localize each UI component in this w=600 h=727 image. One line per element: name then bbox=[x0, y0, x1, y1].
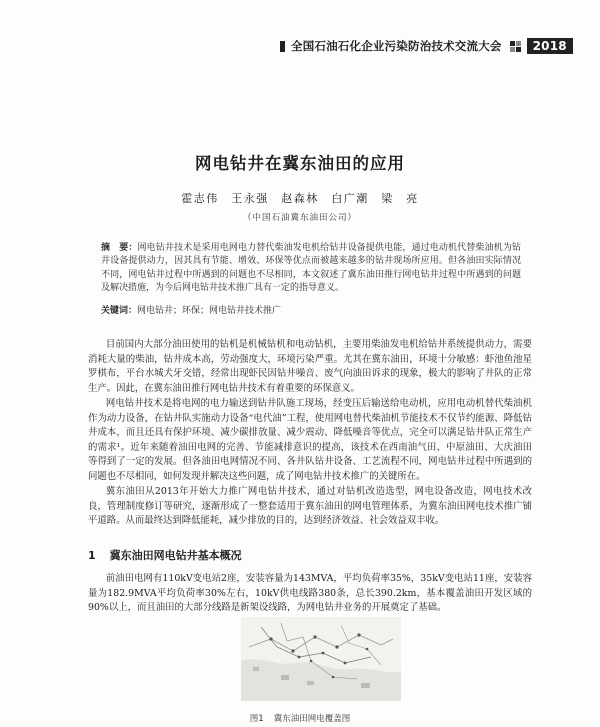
paragraph-text: 冀东油田从2013年开始大力推广网电钻井技术，通过对钻机改造选型，网电设备改造，网电技术改良，管理制度修订等研究，逐渐形成了一整套适用于冀东油田的网电管理体系，为冀东油田网电技术推广铺平道路。从而最终达到降低能耗，减少排放的目的，达到经济效益、社会效益双丰收。 bbox=[88, 486, 532, 527]
paper-authors: 霍志伟 王永强 赵森林 白广潮 梁 亮 bbox=[181, 192, 419, 205]
section-number: 1 bbox=[88, 549, 96, 562]
body-paragraph bbox=[88, 572, 532, 616]
paragraph-text: 目前国内大部分油田使用的钻机是机械钻机和电动钻机，主要用柴油发电机给钻井系统提供动力，需要消耗大量的柴油，钻井成本高，劳动强度大，环境污染严重。尤其在冀东油田，环境十分敏感：虾池鱼池星罗棋布，平台水城犬牙交错，经常出现虾民因钻井噪音、废气向油田诉求的现象，极大的影响了井队的正常生产。因此，在冀东油田推行网电钻井技术有着重要的环保意义。 bbox=[88, 339, 532, 394]
figure-caption bbox=[0, 712, 600, 724]
section-heading bbox=[88, 547, 242, 563]
map-image bbox=[241, 617, 401, 701]
body-paragraph bbox=[88, 397, 532, 485]
conference-year: 2018 bbox=[527, 38, 573, 54]
abstract-label: 摘 要： bbox=[101, 243, 138, 253]
keywords bbox=[101, 305, 521, 318]
abstract bbox=[101, 242, 521, 295]
conference-header bbox=[280, 38, 580, 54]
header-dots-icon bbox=[510, 41, 521, 52]
power-grid-coverage-map bbox=[241, 617, 401, 701]
paper-affiliation: （中国石油冀东油田公司） bbox=[242, 213, 357, 223]
keywords-label: 关键词： bbox=[101, 306, 138, 316]
body-paragraph bbox=[88, 338, 532, 396]
paper-title: 网电钻井在冀东油田的应用 bbox=[195, 154, 405, 173]
header-square-icon bbox=[280, 41, 285, 52]
body-paragraph bbox=[88, 485, 532, 529]
abstract-text: 网电钻井技术是采用电网电力替代柴油发电机给钻井设备提供电能，通过电动机代替柴油机为钻井设备提供动力，因其具有节能、增效、环保等优点而被越来越多的钻井现场所应用。但各油田实际情况不同，网电钻井过程中所遇到的问题也不尽相同，本文叙述了冀东油田推行网电钻井过程中所遇到的问题及解决措施，为今后网电钻井技术推广具有一定的指导意义。 bbox=[101, 243, 521, 293]
paragraph-text: 前油田电网有110kV变电站2座，安装容量为143MVA，平均负荷率35%，35kV变电站11座，安装容量为182.9MVA平均负荷率30%左右，10kV供电线路380条，总长390.2km，基本覆盖油田开发区域的90%以上，而且油田的大部分线路是新架设线路，为网电钻井业务的开展奠定了基础。 bbox=[88, 573, 532, 614]
conference-name: 全国石油石化企业污染防治技术交流大会 bbox=[291, 39, 502, 53]
keywords-text: 网电钻井；环保；网电钻井技术推广 bbox=[137, 306, 282, 316]
figure-caption-text: 冀东油田网电覆盖图 bbox=[273, 714, 351, 724]
paragraph-text: 网电钻井技术是将电网的电力输送到钻井队施工现场，经变压后输送给电动机，应用电动机替代柴油机作为动力设备，在钻井队实施动力设备“电代油”工程，使用网电替代柴油机节能技术不仅节约能源、降低钻井成本，而且还具有保护环境、减少碳排放量、减少震动、降低噪音等优点，完全可以满足钻井队正常生产的需求¹。近年来随着油田电网的完善、节能减排意识的提高，该技术在西南油气田、中原油田、大庆油田等得到了一定的发展。但各油田电网情况不同、各井队钻井设备、工艺流程不同，网电钻井过程中所遇到的问题也不尽相同，如何发现并解决这些问题，成了网电钻井技术推广的关键所在。 bbox=[88, 398, 532, 482]
figure-label: 图1 bbox=[249, 714, 264, 724]
section-title: 冀东油田网电钻井基本概况 bbox=[109, 549, 242, 562]
